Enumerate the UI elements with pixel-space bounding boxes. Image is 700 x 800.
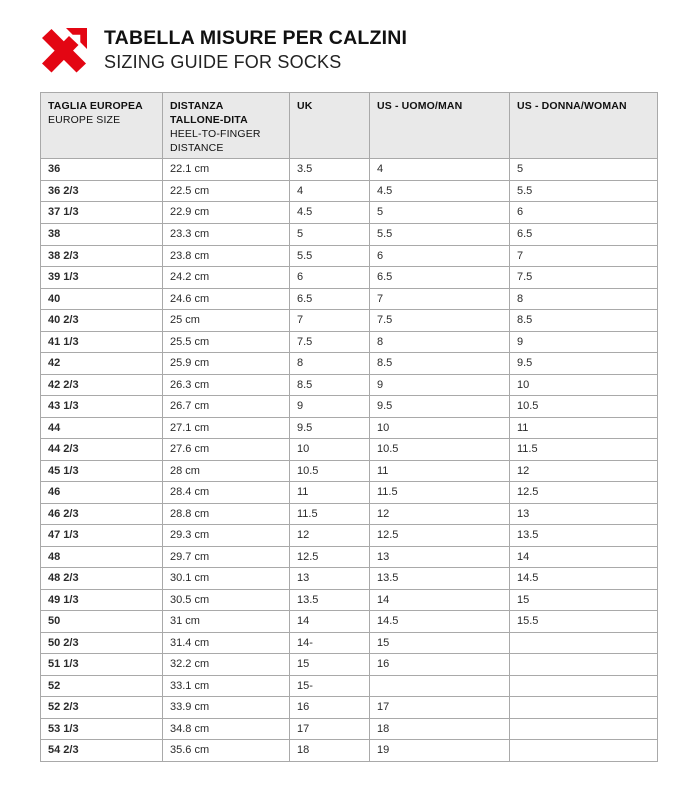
cell-uk: 14 [290, 611, 370, 633]
cell-us-man: 10.5 [370, 439, 510, 461]
table-row [41, 589, 658, 611]
cell-us-woman: 5.5 [510, 180, 658, 202]
cell-us-woman: 12.5 [510, 482, 658, 504]
cell-uk: 7 [290, 310, 370, 332]
cell-us-woman [510, 675, 658, 697]
cell-us-woman: 9.5 [510, 353, 658, 375]
cell-heel-to-finger: 25.9 cm [163, 353, 290, 375]
cell-uk: 13.5 [290, 589, 370, 611]
cell-europe-size: 47 1/3 [41, 525, 163, 547]
x-arrow-logo-icon [38, 23, 92, 77]
cell-us-woman: 11 [510, 417, 658, 439]
table-row [41, 202, 658, 224]
page-title-italian: TABELLA MISURE PER CALZINI [104, 26, 408, 49]
cell-heel-to-finger: 22.9 cm [163, 202, 290, 224]
cell-us-woman: 13 [510, 503, 658, 525]
cell-uk: 8 [290, 353, 370, 375]
cell-us-woman: 15 [510, 589, 658, 611]
cell-us-woman: 14.5 [510, 568, 658, 590]
table-row [41, 611, 658, 633]
cell-heel-to-finger: 29.3 cm [163, 525, 290, 547]
cell-europe-size: 48 [41, 546, 163, 568]
cell-heel-to-finger: 28.8 cm [163, 503, 290, 525]
cell-uk: 16 [290, 697, 370, 719]
cell-heel-to-finger: 22.5 cm [163, 180, 290, 202]
cell-us-man: 10 [370, 417, 510, 439]
cell-europe-size: 36 2/3 [41, 180, 163, 202]
cell-us-woman [510, 718, 658, 740]
table-row [41, 417, 658, 439]
cell-us-woman: 13.5 [510, 525, 658, 547]
cell-uk: 10 [290, 439, 370, 461]
cell-heel-to-finger: 23.8 cm [163, 245, 290, 267]
cell-us-man: 11.5 [370, 482, 510, 504]
cell-us-man: 16 [370, 654, 510, 676]
cell-europe-size: 37 1/3 [41, 202, 163, 224]
table-row [41, 503, 658, 525]
column-header-title-en-line2: DISTANCE [170, 141, 224, 154]
table-row [41, 675, 658, 697]
cell-europe-size: 46 2/3 [41, 503, 163, 525]
column-header-us-man [370, 93, 510, 159]
table-row [41, 568, 658, 590]
cell-uk: 15- [290, 675, 370, 697]
cell-us-man: 5 [370, 202, 510, 224]
table-row [41, 460, 658, 482]
cell-heel-to-finger: 30.5 cm [163, 589, 290, 611]
cell-europe-size: 45 1/3 [41, 460, 163, 482]
cell-uk: 9.5 [290, 417, 370, 439]
cell-us-woman: 8 [510, 288, 658, 310]
cell-uk: 12.5 [290, 546, 370, 568]
cell-us-woman: 8.5 [510, 310, 658, 332]
table-row [41, 245, 658, 267]
cell-heel-to-finger: 34.8 cm [163, 718, 290, 740]
cell-uk: 7.5 [290, 331, 370, 353]
table-row [41, 654, 658, 676]
column-header-us-woman [510, 93, 658, 159]
page-title-english: SIZING GUIDE FOR SOCKS [104, 51, 342, 72]
cell-us-man: 4 [370, 159, 510, 181]
column-header-title-uk: UK [297, 100, 313, 112]
cell-us-woman: 9 [510, 331, 658, 353]
cell-us-woman: 10.5 [510, 396, 658, 418]
cell-heel-to-finger: 30.1 cm [163, 568, 290, 590]
column-header-title-en: EUROPE SIZE [48, 113, 121, 126]
cell-heel-to-finger: 25.5 cm [163, 331, 290, 353]
column-header-uk [290, 93, 370, 159]
cell-us-man: 13 [370, 546, 510, 568]
cell-heel-to-finger: 35.6 cm [163, 740, 290, 762]
cell-europe-size: 42 [41, 353, 163, 375]
column-header-title-us-man: US - UOMO/MAN [377, 100, 463, 112]
cell-europe-size: 50 [41, 611, 163, 633]
table-row [41, 718, 658, 740]
cell-us-woman: 7 [510, 245, 658, 267]
table-header [41, 93, 658, 159]
table-row [41, 288, 658, 310]
cell-uk: 15 [290, 654, 370, 676]
cell-europe-size: 46 [41, 482, 163, 504]
cell-heel-to-finger: 31.4 cm [163, 632, 290, 654]
cell-europe-size: 54 2/3 [41, 740, 163, 762]
cell-europe-size: 42 2/3 [41, 374, 163, 396]
cell-us-man [370, 675, 510, 697]
cell-europe-size: 48 2/3 [41, 568, 163, 590]
cell-europe-size: 52 2/3 [41, 697, 163, 719]
sizing-table-container [0, 70, 700, 762]
cell-heel-to-finger: 23.3 cm [163, 223, 290, 245]
cell-europe-size: 44 2/3 [41, 439, 163, 461]
cell-uk: 4 [290, 180, 370, 202]
table-row [41, 439, 658, 461]
cell-us-woman: 15.5 [510, 611, 658, 633]
table-row [41, 159, 658, 181]
table-row [41, 353, 658, 375]
cell-us-man: 6.5 [370, 267, 510, 289]
cell-europe-size: 40 2/3 [41, 310, 163, 332]
cell-europe-size: 52 [41, 675, 163, 697]
table-row [41, 740, 658, 762]
cell-europe-size: 50 2/3 [41, 632, 163, 654]
table-row [41, 267, 658, 289]
table-row [41, 374, 658, 396]
cell-us-woman: 6.5 [510, 223, 658, 245]
table-row [41, 331, 658, 353]
table-row [41, 697, 658, 719]
table-row [41, 396, 658, 418]
cell-us-man: 4.5 [370, 180, 510, 202]
cell-uk: 11.5 [290, 503, 370, 525]
cell-heel-to-finger: 22.1 cm [163, 159, 290, 181]
cell-uk: 18 [290, 740, 370, 762]
cell-europe-size: 38 2/3 [41, 245, 163, 267]
cell-heel-to-finger: 32.2 cm [163, 654, 290, 676]
cell-us-man: 8.5 [370, 353, 510, 375]
cell-us-man: 9 [370, 374, 510, 396]
cell-uk: 9 [290, 396, 370, 418]
column-header-title-us-woman: US - DONNA/WOMAN [517, 100, 627, 112]
column-header-title-it: TAGLIA EUROPEA [48, 100, 143, 112]
column-header-title-it-line2: TALLONE-DITA [170, 113, 248, 126]
cell-europe-size: 38 [41, 223, 163, 245]
cell-us-man: 12.5 [370, 525, 510, 547]
cell-heel-to-finger: 28 cm [163, 460, 290, 482]
cell-uk: 14- [290, 632, 370, 654]
column-header-title-en-line1: HEEL-TO-FINGER [170, 127, 261, 140]
cell-uk: 3.5 [290, 159, 370, 181]
cell-europe-size: 51 1/3 [41, 654, 163, 676]
page-header [0, 0, 700, 70]
cell-heel-to-finger: 26.7 cm [163, 396, 290, 418]
cell-us-woman [510, 632, 658, 654]
sizing-table [40, 92, 658, 762]
cell-us-man: 13.5 [370, 568, 510, 590]
cell-europe-size: 41 1/3 [41, 331, 163, 353]
cell-us-man: 7.5 [370, 310, 510, 332]
cell-us-man: 14.5 [370, 611, 510, 633]
cell-europe-size: 49 1/3 [41, 589, 163, 611]
cell-europe-size: 43 1/3 [41, 396, 163, 418]
cell-uk: 4.5 [290, 202, 370, 224]
cell-us-man: 19 [370, 740, 510, 762]
cell-heel-to-finger: 26.3 cm [163, 374, 290, 396]
cell-uk: 8.5 [290, 374, 370, 396]
table-row [41, 632, 658, 654]
cell-heel-to-finger: 25 cm [163, 310, 290, 332]
cell-uk: 5.5 [290, 245, 370, 267]
cell-us-man: 18 [370, 718, 510, 740]
cell-europe-size: 40 [41, 288, 163, 310]
cell-heel-to-finger: 33.1 cm [163, 675, 290, 697]
cell-us-man: 12 [370, 503, 510, 525]
cell-us-man: 15 [370, 632, 510, 654]
cell-us-woman: 5 [510, 159, 658, 181]
cell-heel-to-finger: 28.4 cm [163, 482, 290, 504]
cell-europe-size: 39 1/3 [41, 267, 163, 289]
cell-uk: 12 [290, 525, 370, 547]
cell-us-man: 17 [370, 697, 510, 719]
cell-heel-to-finger: 29.7 cm [163, 546, 290, 568]
table-body [41, 159, 658, 761]
cell-uk: 17 [290, 718, 370, 740]
cell-uk: 13 [290, 568, 370, 590]
cell-us-woman: 7.5 [510, 267, 658, 289]
table-header-row [41, 93, 658, 159]
cell-uk: 11 [290, 482, 370, 504]
cell-heel-to-finger: 24.6 cm [163, 288, 290, 310]
cell-us-woman [510, 697, 658, 719]
cell-heel-to-finger: 31 cm [163, 611, 290, 633]
cell-us-man: 7 [370, 288, 510, 310]
cell-europe-size: 36 [41, 159, 163, 181]
cell-us-man: 9.5 [370, 396, 510, 418]
cell-europe-size: 53 1/3 [41, 718, 163, 740]
cell-uk: 10.5 [290, 460, 370, 482]
table-row [41, 310, 658, 332]
column-header-title-it-line1: DISTANZA [170, 100, 224, 112]
cell-heel-to-finger: 24.2 cm [163, 267, 290, 289]
cell-heel-to-finger: 27.6 cm [163, 439, 290, 461]
cell-uk: 5 [290, 223, 370, 245]
cell-us-woman: 11.5 [510, 439, 658, 461]
cell-us-man: 8 [370, 331, 510, 353]
cell-us-woman: 12 [510, 460, 658, 482]
table-row [41, 482, 658, 504]
cell-us-woman [510, 654, 658, 676]
table-row [41, 525, 658, 547]
cell-us-man: 11 [370, 460, 510, 482]
title-block [104, 27, 407, 74]
cell-heel-to-finger: 27.1 cm [163, 417, 290, 439]
cell-us-man: 14 [370, 589, 510, 611]
cell-us-man: 6 [370, 245, 510, 267]
column-header-heel-to-finger [163, 93, 290, 159]
cell-us-woman: 10 [510, 374, 658, 396]
cell-uk: 6 [290, 267, 370, 289]
table-row [41, 223, 658, 245]
table-row [41, 546, 658, 568]
cell-uk: 6.5 [290, 288, 370, 310]
cell-us-man: 5.5 [370, 223, 510, 245]
cell-us-woman [510, 740, 658, 762]
cell-us-woman: 14 [510, 546, 658, 568]
cell-heel-to-finger: 33.9 cm [163, 697, 290, 719]
column-header-europe-size [41, 93, 163, 159]
cell-europe-size: 44 [41, 417, 163, 439]
table-row [41, 180, 658, 202]
cell-us-woman: 6 [510, 202, 658, 224]
